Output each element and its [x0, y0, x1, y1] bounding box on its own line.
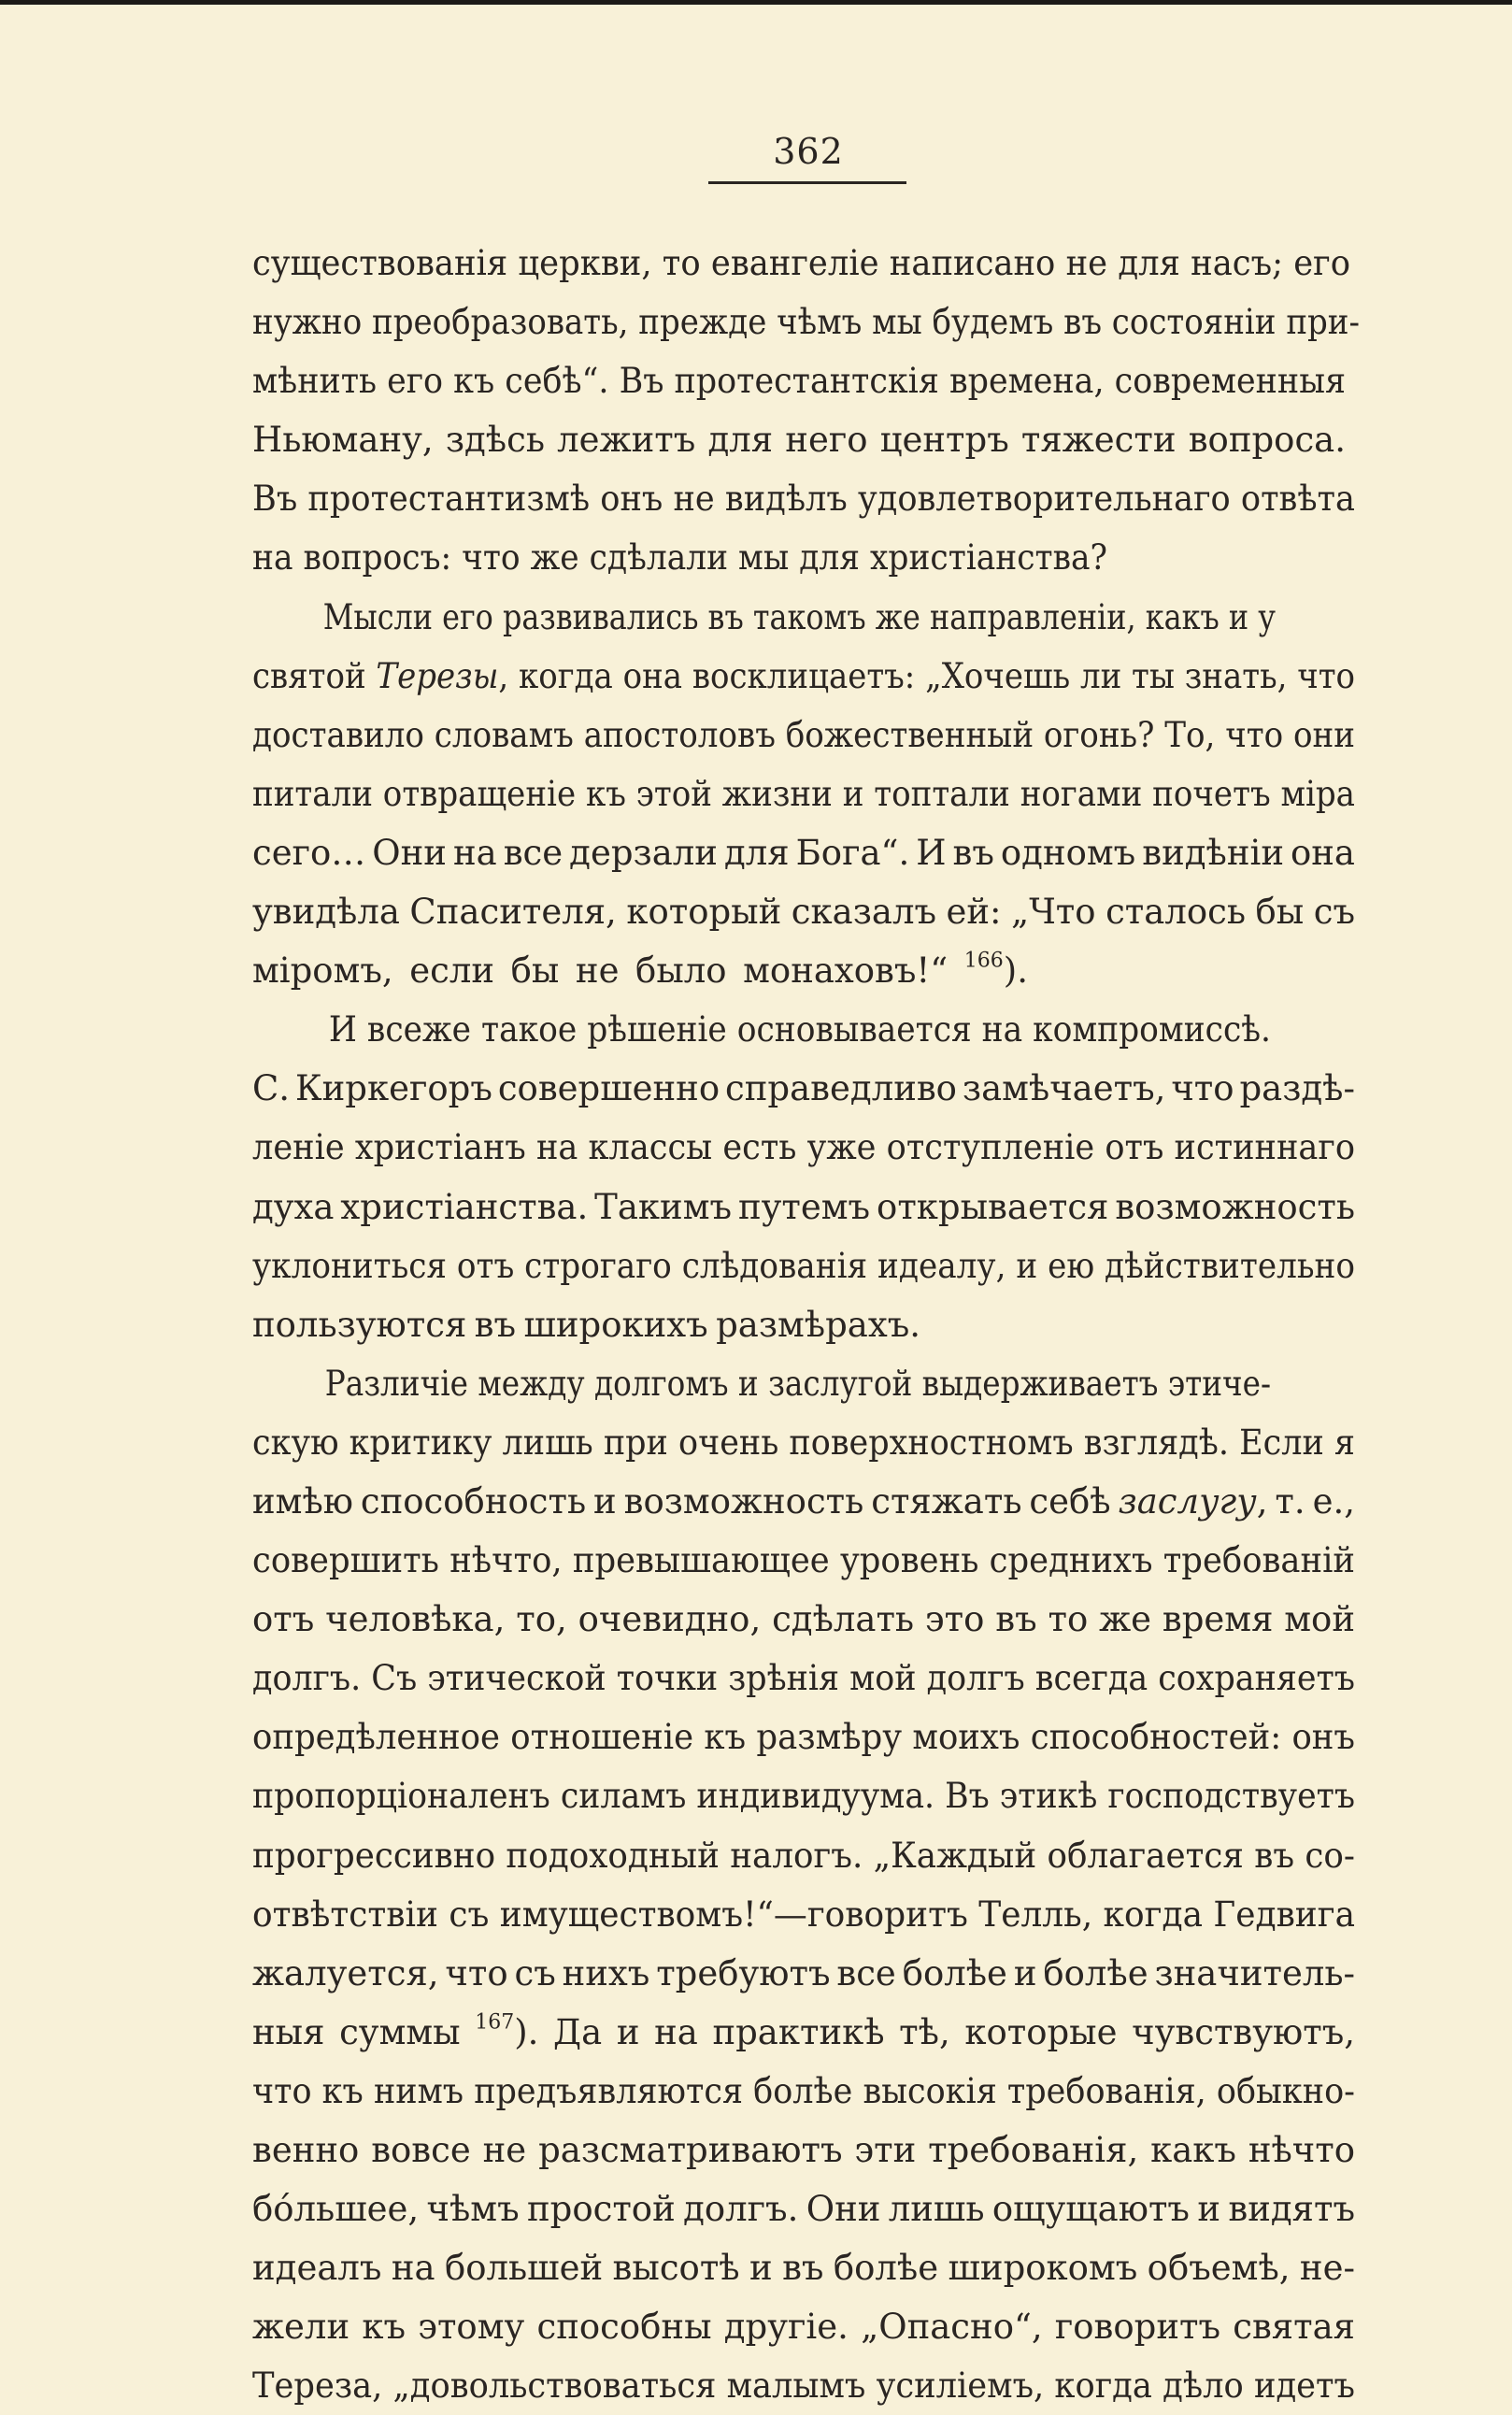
line-text: скую критику лишь при очень поверхностномъ взглядѣ. Если я	[252, 1422, 1355, 1463]
page-number: 362	[773, 131, 844, 172]
text-line	[252, 2297, 1355, 2356]
footnote-marker: 166	[963, 949, 1004, 973]
text-line	[252, 528, 1355, 587]
text-line	[252, 1354, 1355, 1413]
line-text: Мысли его развивались въ такомъ же направленіи, какъ и у	[322, 596, 1276, 637]
text-line	[252, 1178, 1355, 1236]
line-text: пользуются въ широкихъ размѣрахъ.	[252, 1304, 920, 1345]
body-text	[252, 234, 1360, 2415]
top-edge-rule	[0, 0, 1512, 5]
text-line	[252, 1236, 1355, 1295]
text-line	[252, 1649, 1355, 1708]
line-text: С. Киркегоръ совершенно справедливо замѣчаетъ, что раздѣ-	[252, 1068, 1355, 1109]
text-line	[252, 351, 1355, 410]
line-text: духа христіанства. Такимъ путемъ открывается возможность	[252, 1186, 1355, 1227]
line-text: Тереза, „довольствоваться малымъ усиліемъ, когда дѣло идетъ	[252, 2365, 1355, 2407]
italic-text: Терезы	[376, 655, 499, 696]
line-text: долгъ. Съ этической точки зрѣнія мой долгъ всегда сохраняетъ	[252, 1658, 1355, 1699]
line-text: жалуется, что съ нихъ требуютъ все болѣе и болѣе значитель-	[252, 1952, 1355, 1993]
line-text: что къ нимъ предъявляются болѣе высокія требованія, обыкно-	[252, 2070, 1355, 2111]
italic-text: заслугу	[1118, 1480, 1257, 1522]
text-line	[252, 647, 1355, 706]
line-text: Различіе между долгомъ и заслугой выдерживаетъ этиче-	[324, 1363, 1272, 1404]
line-text: Въ протестантизмѣ онъ не видѣлъ удовлетворительнаго отвѣта	[252, 479, 1355, 520]
line-text: совершить нѣчто, превышающее уровень среднихъ требованій	[252, 1540, 1355, 1581]
line-text: отъ человѣка, то, очевидно, сдѣлать это въ то же время мой	[252, 1599, 1355, 1640]
line-text: имѣю способность и возможность стяжать себѣ	[252, 1480, 1119, 1522]
line-text: уклониться отъ строгаго слѣдованія идеалу, и ею дѣйствительно	[252, 1245, 1355, 1286]
line-text: венно вовсе не разсматриваютъ эти требованія, какъ нѣчто	[252, 2130, 1355, 2170]
text-line	[252, 765, 1355, 823]
text-line	[252, 823, 1355, 882]
line-text: питали отвращеніе къ этой жизни и топтали ногами почетъ міра	[252, 773, 1355, 814]
line-text: увидѣла Спасителя, который сказалъ ей: „Что сталось бы съ	[252, 892, 1355, 933]
line-text: нужно преобразовать, прежде чѣмъ мы будемъ въ состояніи при-	[252, 302, 1360, 343]
line-text: леніе христіанъ на классы есть уже отступленіе отъ истиннаго	[252, 1127, 1355, 1168]
line-text: ).	[1003, 950, 1028, 992]
text-line	[252, 706, 1355, 765]
text-line	[252, 293, 1360, 351]
line-text: ныя суммы	[252, 2011, 476, 2052]
text-line	[252, 2356, 1355, 2415]
text-line	[252, 2238, 1355, 2297]
line-text: на вопросъ: что же сдѣлали мы для христіанства?	[252, 537, 1107, 579]
line-text: міромъ, если бы не было монаховъ!“	[252, 950, 964, 992]
text-line	[252, 1531, 1355, 1590]
line-text: существованія церкви, то евангеліе написано не для насъ; его	[252, 243, 1350, 283]
line-text: отвѣтствіи съ имуществомъ!“—говоритъ Телль, когда Гедвига	[252, 1893, 1355, 1935]
line-text: жели къ этому способны другіе. „Опасно“, говоритъ святая	[252, 2307, 1355, 2348]
text-line	[252, 1295, 1355, 1354]
text-line	[252, 882, 1355, 941]
footnote-marker: 167	[475, 2010, 515, 2035]
text-line	[252, 2179, 1355, 2238]
line-text: , т. е.,	[1256, 1480, 1356, 1522]
text-line	[252, 1708, 1355, 1766]
text-line	[252, 410, 1355, 469]
line-text: святой	[252, 655, 377, 696]
text-line	[252, 1118, 1355, 1177]
line-text: мѣнить его къ себѣ“. Въ протестантскія времена, современныя	[252, 361, 1346, 402]
line-text: И всеже такое рѣшеніе основывается на компромиссѣ.	[328, 1009, 1271, 1050]
line-text: сего… Они на все дерзали для Бога“. И въ одномъ видѣніи она	[252, 832, 1355, 873]
line-text: идеалъ на большей высотѣ и въ болѣе широкомъ объемѣ, не-	[252, 2248, 1355, 2289]
text-line	[252, 1059, 1355, 1118]
line-text: бóльшее, чѣмъ простой долгъ. Они лишь ощущаютъ и видятъ	[252, 2189, 1355, 2230]
line-text: , когда она восклицаетъ: „Хочешь ли ты знать, что	[498, 655, 1355, 696]
text-line	[252, 469, 1355, 528]
text-line	[252, 1472, 1355, 1531]
text-line	[252, 1826, 1355, 1885]
text-line	[252, 2062, 1355, 2121]
text-line	[252, 1413, 1355, 1472]
text-line	[252, 2121, 1355, 2179]
text-line	[252, 2003, 1355, 2062]
text-line	[252, 234, 1355, 293]
line-text: ). Да и на практикѣ тѣ, которые чувствуютъ,	[514, 2011, 1355, 2052]
line-text: прогрессивно подоходный налогъ. „Каждый облагается въ со-	[252, 1835, 1355, 1876]
text-line	[252, 1766, 1355, 1825]
text-line	[252, 588, 1355, 647]
text-line	[252, 1944, 1355, 2003]
text-line	[252, 1885, 1355, 1944]
line-text: опредѣленное отношеніе къ размѣру моихъ способностей: онъ	[252, 1717, 1355, 1758]
line-text: доставило словамъ апостоловъ божественный огонь? То, что они	[252, 714, 1355, 755]
page-number-underline	[708, 181, 906, 184]
text-line	[252, 941, 1355, 1000]
line-text: пропорціоналенъ силамъ индивидуума. Въ этикѣ господствуетъ	[252, 1776, 1355, 1817]
text-line	[252, 1590, 1355, 1649]
line-text: Ньюману, здѣсь лежитъ для него центръ тяжести вопроса.	[252, 420, 1346, 461]
text-line	[252, 1000, 1355, 1059]
